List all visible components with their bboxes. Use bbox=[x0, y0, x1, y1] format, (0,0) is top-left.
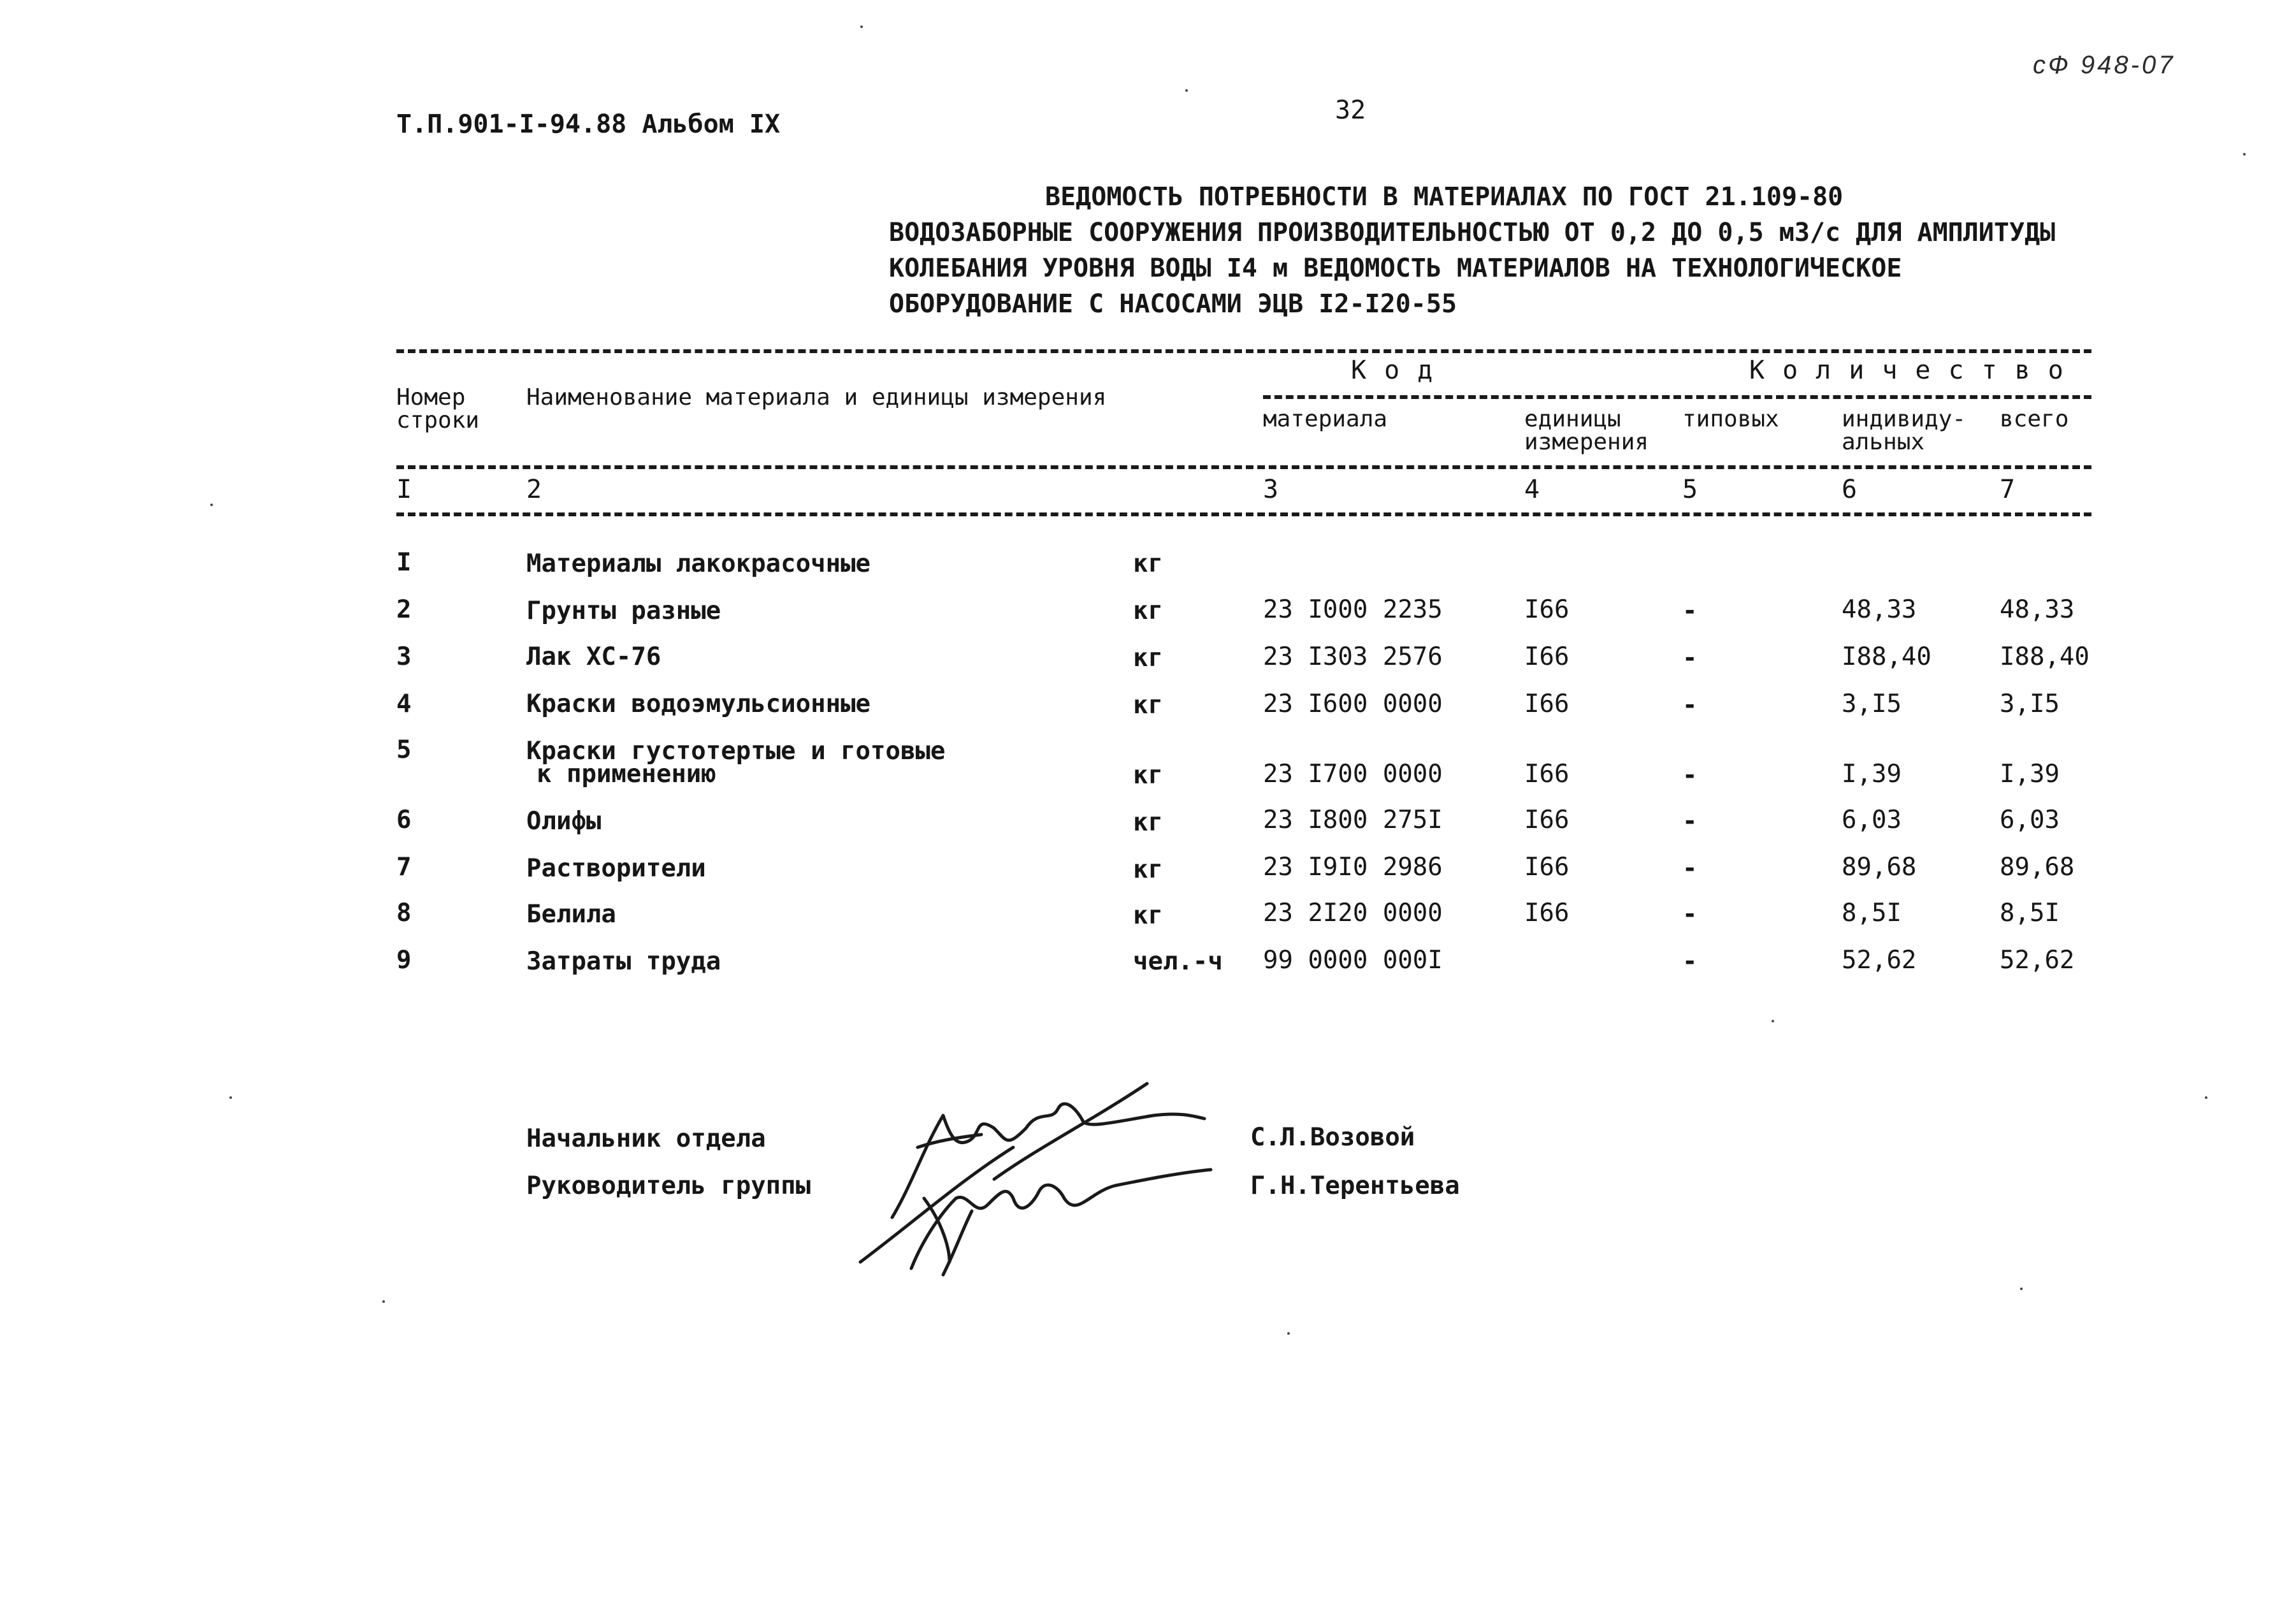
material-name-continued: к применению bbox=[537, 760, 716, 788]
qty-total: 8,5I bbox=[2000, 899, 2060, 927]
row-number: 3 bbox=[396, 643, 412, 671]
scan-speck bbox=[1287, 1332, 1290, 1335]
head-of-department-role: Начальник отдела bbox=[526, 1124, 766, 1153]
material-name: Краски водоэмульсионные bbox=[526, 690, 871, 718]
qty-typical: - bbox=[1682, 947, 1698, 976]
material-code: 23 I800 275I bbox=[1263, 806, 1443, 834]
material-code: 23 I9I0 2986 bbox=[1263, 853, 1443, 882]
header-code-unit: измерения bbox=[1524, 429, 1649, 455]
header-qty-individual: индивиду- bbox=[1842, 406, 1967, 432]
qty-individual: I88,40 bbox=[1842, 643, 1931, 671]
qty-individual: 8,5I bbox=[1842, 899, 1902, 927]
row-number: 8 bbox=[396, 899, 412, 927]
scan-speck bbox=[2020, 1288, 2023, 1290]
material-code: 23 I700 0000 bbox=[1263, 760, 1443, 788]
scan-speck bbox=[210, 504, 213, 506]
unit-code: I66 bbox=[1524, 760, 1570, 788]
qty-individual: 3,I5 bbox=[1842, 690, 1902, 718]
qty-total: 6,03 bbox=[2000, 806, 2060, 834]
page-number: 32 bbox=[1335, 96, 1366, 125]
header-row-no: строки bbox=[396, 407, 480, 433]
qty-typical: - bbox=[1682, 854, 1698, 883]
scan-speck bbox=[382, 1300, 385, 1303]
title-line: КОЛЕБАНИЯ УРОВНЯ ВОДЫ I4 м ВЕДОМОСТЬ МАТЕРИАЛОВ НА ТЕХНОЛОГИЧЕСКОЕ bbox=[889, 254, 1902, 283]
qty-individual: 6,03 bbox=[1842, 806, 1902, 834]
row-number: 9 bbox=[396, 946, 412, 975]
unit-code: I66 bbox=[1524, 899, 1570, 927]
archive-reference: сФ 948-07 bbox=[2033, 51, 2176, 79]
scan-speck bbox=[1772, 1020, 1774, 1022]
header-row-no: Номер bbox=[396, 384, 466, 410]
header-qty-typical: типовых bbox=[1682, 406, 1779, 432]
row-number: 7 bbox=[396, 853, 412, 882]
unit-code: I66 bbox=[1524, 853, 1570, 882]
column-number: 5 bbox=[1682, 475, 1698, 504]
unit-label: кг bbox=[1133, 597, 1163, 625]
scan-speck bbox=[1185, 89, 1188, 92]
unit-label: кг bbox=[1133, 855, 1163, 884]
material-name: Краски густотертые и готовые bbox=[526, 737, 946, 766]
scan-speck bbox=[2205, 1096, 2207, 1099]
title-line: ВОДОЗАБОРНЫЕ СООРУЖЕНИЯ ПРОИЗВОДИТЕЛЬНОСТЬЮ ОТ 0,2 ДО 0,5 м3/с ДЛЯ АМПЛИТУДЫ bbox=[889, 218, 2056, 247]
column-number: 4 bbox=[1524, 475, 1540, 504]
column-number: 7 bbox=[2000, 475, 2016, 504]
unit-label: кг bbox=[1133, 901, 1163, 930]
header-code-unit: единицы bbox=[1524, 406, 1621, 432]
column-number: 3 bbox=[1263, 475, 1279, 504]
scan-speck bbox=[2243, 153, 2246, 156]
row-number: 5 bbox=[396, 736, 412, 764]
material-code: 99 0000 000I bbox=[1263, 946, 1443, 975]
row-number: I bbox=[396, 548, 412, 577]
qty-typical: - bbox=[1682, 807, 1698, 836]
header-sub-rule bbox=[1263, 395, 2091, 399]
unit-label: кг bbox=[1133, 808, 1163, 837]
header-qty-total: всего bbox=[2000, 406, 2069, 432]
material-name: Лак ХС-76 bbox=[526, 643, 661, 671]
material-code: 23 I000 2235 bbox=[1263, 595, 1443, 624]
qty-total: 3,I5 bbox=[2000, 690, 2060, 718]
table-top-rule bbox=[396, 349, 2091, 353]
row-number: 6 bbox=[396, 806, 412, 834]
row-number: 4 bbox=[396, 690, 412, 718]
column-number: 6 bbox=[1842, 475, 1858, 504]
column-numbers-rule bbox=[396, 512, 2091, 516]
material-name: Грунты разные bbox=[526, 597, 721, 625]
material-name: Материалы лакокрасочные bbox=[526, 549, 871, 578]
column-number: I bbox=[396, 475, 412, 504]
title-line: ВЕДОМОСТЬ ПОТРЕБНОСТИ В МАТЕРИАЛАХ ПО ГОСТ 21.109-80 bbox=[1045, 182, 1844, 212]
unit-code: I66 bbox=[1524, 643, 1570, 671]
unit-label: кг bbox=[1133, 644, 1163, 672]
qty-total: 48,33 bbox=[2000, 595, 2075, 624]
qty-individual: 89,68 bbox=[1842, 853, 1917, 882]
material-name: Белила bbox=[526, 900, 616, 929]
unit-code: I66 bbox=[1524, 690, 1570, 718]
qty-total: 89,68 bbox=[2000, 853, 2075, 882]
material-name: Растворители bbox=[526, 854, 706, 883]
header-quantity-group: Количество bbox=[1749, 356, 2081, 385]
qty-typical: - bbox=[1682, 644, 1698, 672]
unit-label: кг bbox=[1133, 691, 1163, 720]
qty-typical: - bbox=[1682, 691, 1698, 720]
qty-individual: 48,33 bbox=[1842, 595, 1917, 624]
material-name: Олифы bbox=[526, 807, 602, 836]
document-code: Т.П.901-I-94.88 Альбом IX bbox=[396, 110, 781, 139]
scan-speck bbox=[860, 25, 863, 28]
row-number: 2 bbox=[396, 595, 412, 624]
header-material-name: Наименование материала и единицы измерения bbox=[526, 384, 1107, 410]
unit-label: чел.-ч bbox=[1133, 947, 1223, 976]
header-qty-individual: альных bbox=[1842, 429, 1925, 455]
group-leader-name: Г.Н.Терентьева bbox=[1250, 1172, 1460, 1200]
title-line: ОБОРУДОВАНИЕ С НАСОСАМИ ЭЦВ I2-I20-55 bbox=[889, 289, 1457, 319]
header-bottom-rule bbox=[396, 465, 2091, 469]
material-code: 23 I303 2576 bbox=[1263, 643, 1443, 671]
handwritten-signatures bbox=[848, 1071, 1243, 1281]
unit-label: кг bbox=[1133, 549, 1163, 578]
qty-individual: I,39 bbox=[1842, 760, 1902, 788]
group-leader-role: Руководитель группы bbox=[526, 1172, 811, 1200]
qty-typical: - bbox=[1682, 761, 1698, 790]
qty-total: I88,40 bbox=[2000, 643, 2090, 671]
qty-typical: - bbox=[1682, 900, 1698, 929]
unit-code: I66 bbox=[1524, 595, 1570, 624]
material-name: Затраты труда bbox=[526, 947, 721, 976]
header-code-material: материала bbox=[1263, 406, 1388, 432]
scan-speck bbox=[229, 1096, 232, 1099]
unit-code: I66 bbox=[1524, 806, 1570, 834]
column-number: 2 bbox=[526, 475, 542, 504]
header-code-group: Код bbox=[1351, 356, 1451, 385]
qty-total: 52,62 bbox=[2000, 946, 2075, 975]
unit-label: кг bbox=[1133, 761, 1163, 790]
qty-total: I,39 bbox=[2000, 760, 2060, 788]
material-code: 23 2I20 0000 bbox=[1263, 899, 1443, 927]
head-of-department-name: С.Л.Возовой bbox=[1250, 1123, 1415, 1152]
qty-typical: - bbox=[1682, 597, 1698, 625]
material-code: 23 I600 0000 bbox=[1263, 690, 1443, 718]
qty-individual: 52,62 bbox=[1842, 946, 1917, 975]
